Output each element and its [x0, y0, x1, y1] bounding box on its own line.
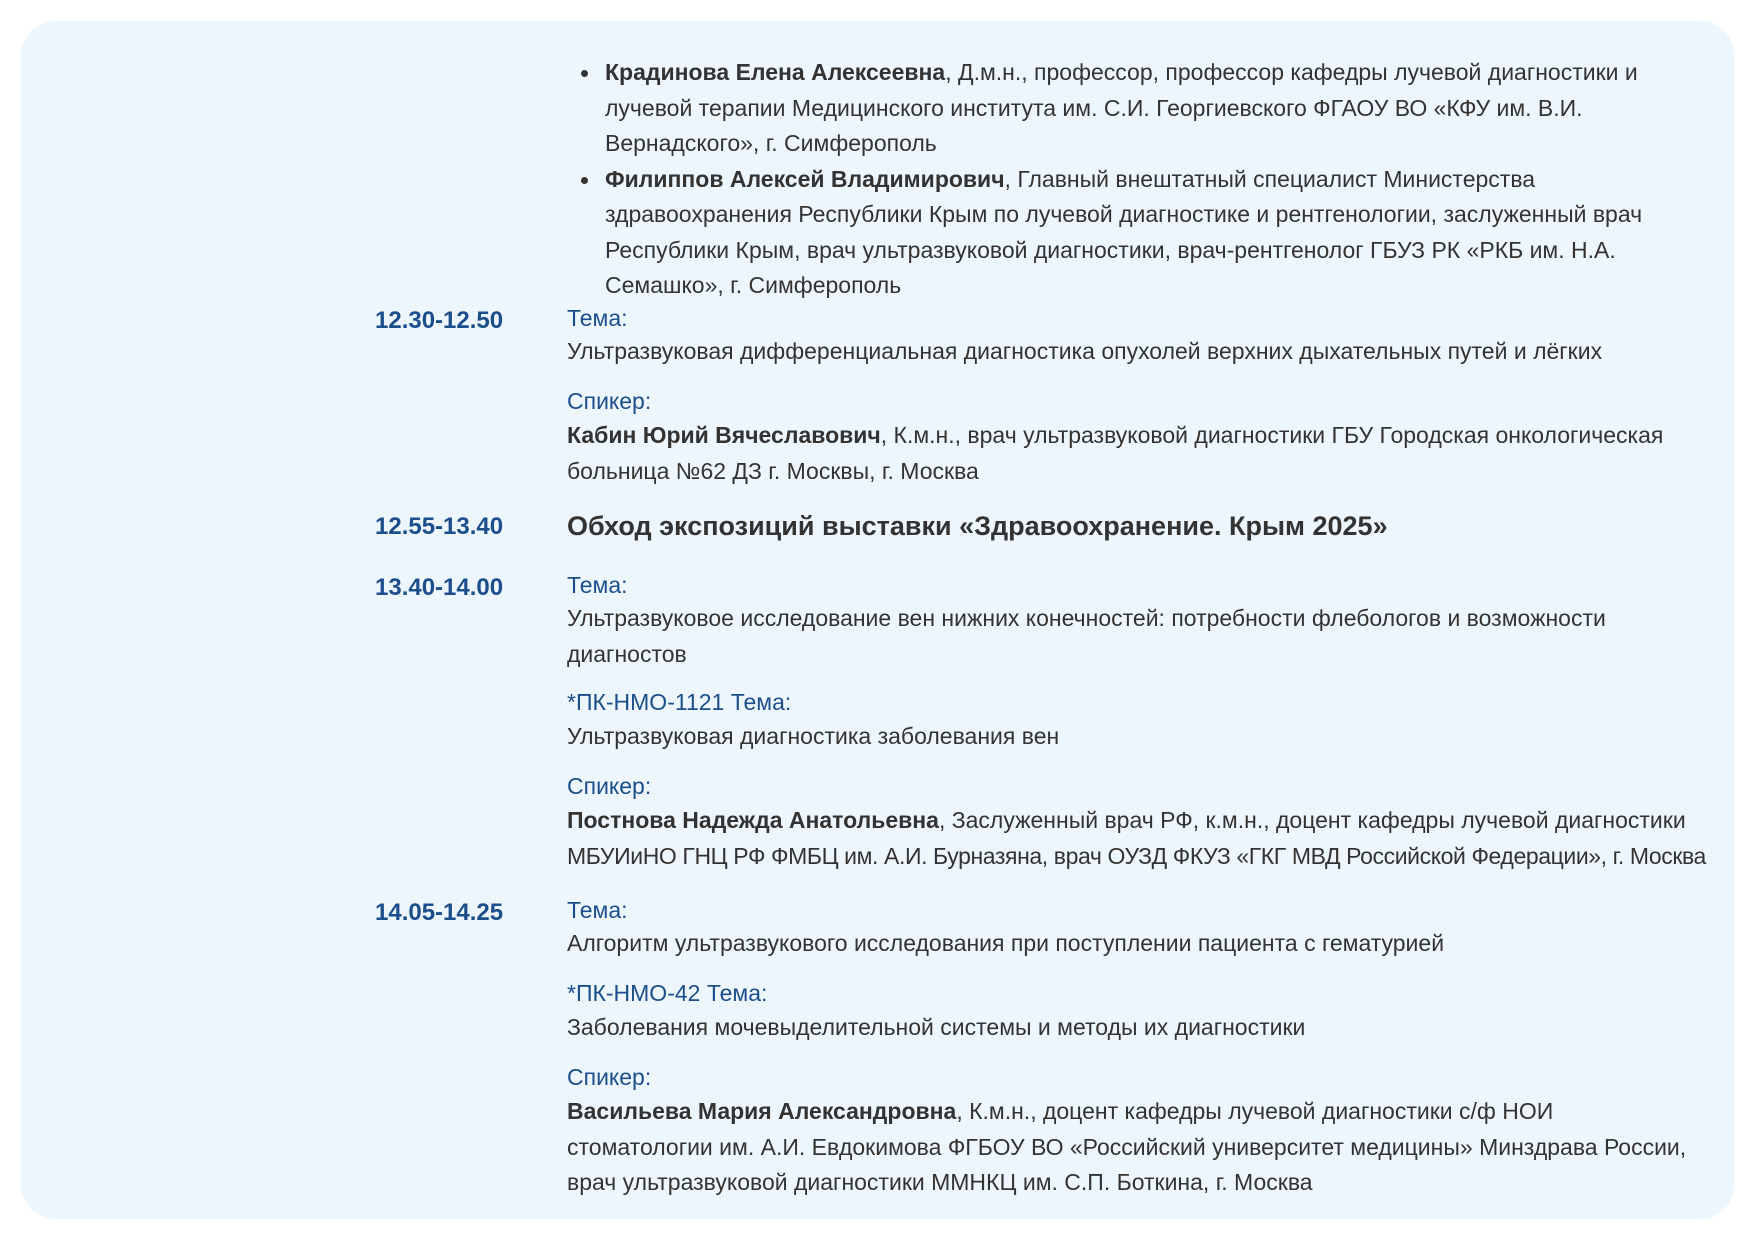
nmo-topic-text: Ультразвуковая диагностика заболевания вен: [567, 723, 1060, 749]
speaker-label: Спикер:: [567, 388, 652, 414]
speaker-label: Спикер:: [567, 1064, 652, 1090]
topic-text: Алгоритм ультразвукового исследования при поступлении пациента с гематурией: [567, 930, 1445, 956]
topic-label: Тема:: [567, 305, 628, 331]
speaker-description: , Заслуженный врач РФ, к.м.н., доцент кафедры лучевой диагностики: [938, 807, 1686, 833]
session-time: 14.05-14.25: [375, 899, 504, 926]
session-heading: Обход экспозиций выставки «Здравоохранение. Крым 2025»: [567, 511, 1388, 541]
session-time: 12.30-12.50: [375, 307, 504, 334]
speaker-name: Филиппов Алексей Владимирович: [605, 165, 1005, 192]
topic-label: Тема:: [567, 572, 628, 598]
speaker-name: Кабин Юрий Вячеславович: [567, 422, 881, 448]
topic-text: Ультразвуковое исследование вен нижних конечностей: потребности флебологов и возможности диагностов: [567, 605, 1606, 667]
nmo-topic-label: *ПК-НМО-42 Тема:: [567, 980, 768, 1006]
speaker-description: , Д.м.н., профессор, профессор кафедры лучевой диагностики и лучевой терапии Медицинского института им. С.И. Георгиевского ФГАОУ ВО «КФУ им. В.И. Вернадского», г. Симферополь: [605, 59, 1638, 156]
nmo-topic-label: *ПК-НМО-1121 Тема:: [567, 689, 792, 715]
speaker-description: , К.м.н., доцент кафедры лучевой диагностики с/ф НОИ стоматологии им. А.И. Евдокимова ФГБОУ ВО «Российский университет медицины» Минздрава России, врач ультразвуковой диагностики ММНКЦ им. С.П. Боткина, г. Москва: [567, 1098, 1687, 1195]
speaker-name: Крадинова Елена Алексеевна: [605, 59, 946, 85]
list-item: [581, 162, 1711, 304]
session-time: 13.40-14.00: [375, 574, 504, 601]
nmo-topic-text: Заболевания мочевыделительной системы и методы их диагностики: [567, 1014, 1306, 1040]
speaker-info: [567, 803, 1747, 874]
speaker-info: [567, 1094, 1697, 1201]
speaker-info-line: [567, 803, 1747, 839]
session-time: 12.55-13.40: [375, 513, 504, 540]
topic-text: Ультразвуковая дифференциальная диагностика опухолей верхних дыхательных путей и лёгких: [567, 338, 1603, 364]
speaker-description-line: МБУИиНО ГНЦ РФ ФМБЦ им. А.И. Бурназяна, врач ОУЗД ФКУЗ «ГКГ МВД Российской Федерации», г. Москва: [567, 842, 1706, 869]
speaker-name: Постнова Надежда Анатольевна: [567, 807, 939, 833]
speaker-description: , К.м.н., врач ультразвуковой диагностики ГБУ Городская онкологическая больница №62 ДЗ г. Москвы, г. Москва: [567, 422, 1664, 484]
speaker-list: [581, 55, 1711, 304]
speaker-info: [567, 418, 1717, 489]
speaker-name: Васильева Мария Александровна: [567, 1098, 957, 1124]
speaker-description: , Главный внештатный специалист Министерства здравоохранения Республики Крым по лучевой диагностике и рентгенологии, заслуженный врач Республики Крым, врач ультразвуковой диагностики, врач-рентгенолог ГБУЗ РК «РКБ им. Н.А. Семашко», г. Симферополь: [605, 165, 1643, 298]
list-item: [581, 55, 1711, 162]
speaker-label: Спикер:: [567, 773, 652, 799]
schedule-card: [21, 21, 1734, 1219]
topic-label: Тема:: [567, 897, 628, 923]
